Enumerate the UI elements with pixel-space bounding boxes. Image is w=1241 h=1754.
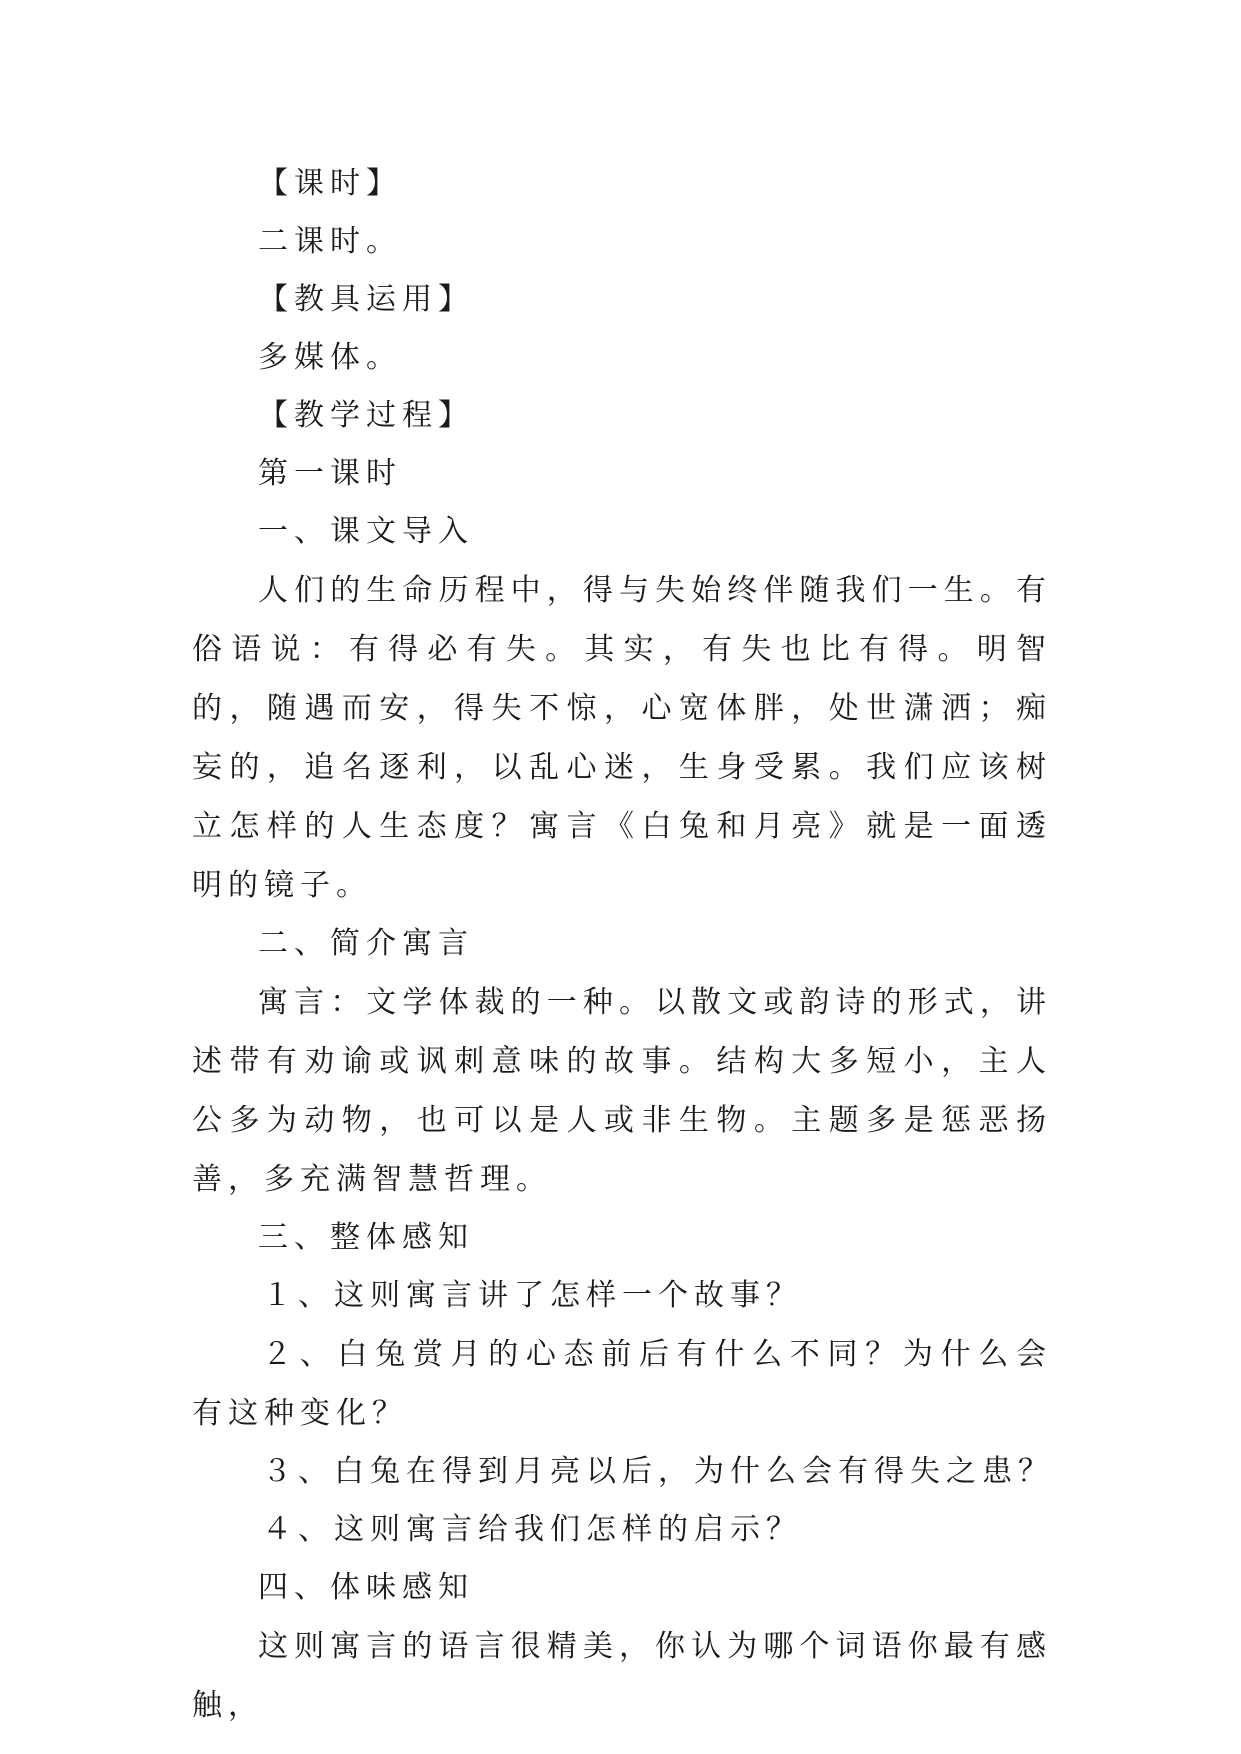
question-3: ３、白兔在得到月亮以后，为什么会有得失之患？ — [262, 1454, 1054, 1489]
section-1-title: 一、课文导入 — [258, 514, 474, 549]
first-lesson-label: 第一课时 — [258, 456, 402, 491]
heading-class-hours: 【课时】 — [258, 166, 402, 201]
heading-teaching-aids: 【教具运用】 — [258, 282, 474, 317]
section-2-paragraph: 寓言：文学体裁的一种。以散文或韵诗的形式，讲述带有劝谕或讽刺意味的故事。结构大多短小，主人公多为动物，也可以是人或非生物。主题多是惩恶扬善，多充满智慧哲理。 — [192, 985, 1052, 1197]
section-1-paragraph: 人们的生命历程中，得与失始终伴随我们一生。有俗语说：有得必有失。其实，有失也比有得。明智的，随遇而安，得失不惊，心宽体胖，处世潇洒；痴妄的，追名逐利，以乱心迷，生身受累。我们应该树立怎样的人生态度？寓言《白兔和月亮》就是一面透明的镜子。 — [192, 573, 1052, 903]
class-hours-text: 二课时。 — [258, 224, 402, 259]
section-3-title: 三、整体感知 — [258, 1220, 474, 1255]
question-4: ４、这则寓言给我们怎样的启示？ — [262, 1512, 802, 1547]
section-2-title: 二、简介寓言 — [258, 926, 474, 961]
section-4-paragraph: 这则寓言的语言很精美，你认为哪个词语你最有感触， — [192, 1629, 1052, 1723]
heading-teaching-process: 【教学过程】 — [258, 398, 474, 433]
document-body — [192, 155, 1052, 1735]
question-2: ２、白兔赏月的心态前后有什么不同？为什么会有这种变化？ — [192, 1337, 1052, 1431]
teaching-aids-text: 多媒体。 — [258, 340, 402, 375]
section-4-title: 四、体味感知 — [258, 1570, 474, 1605]
question-1: １、这则寓言讲了怎样一个故事？ — [262, 1278, 802, 1313]
